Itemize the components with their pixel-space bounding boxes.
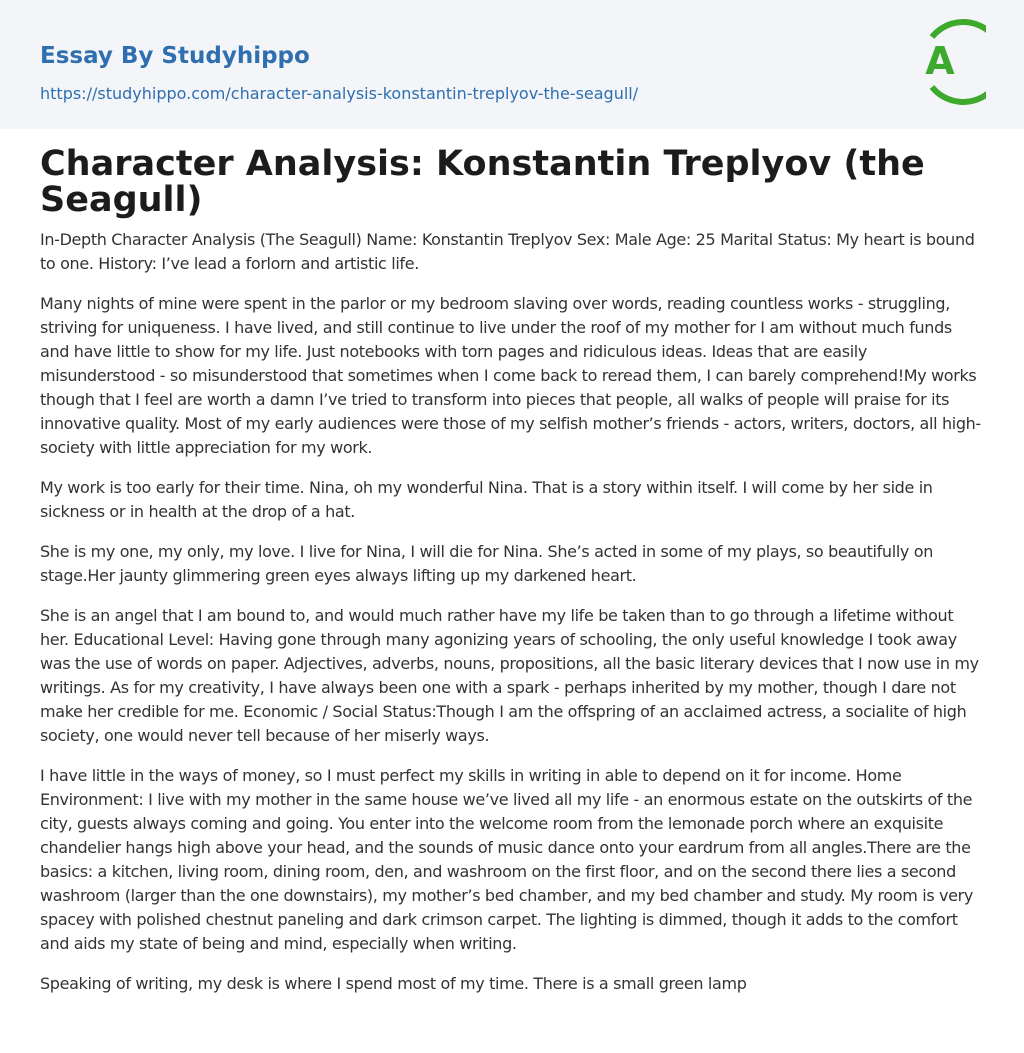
studyhippo-logo-icon[interactable] bbox=[912, 18, 986, 106]
article-paragraph: I have little in the ways of money, so I must perfect my skills in writing in able to depend on it for income. Home Environment: I live with my mother in the same house we’ve lived all my life - an enormous estate on the outskirts of the city, guests always coming and going. You enter into the welcome room from the lemonade porch where an exquisite chandelier hangs high above your head, and the sounds of music dance onto your eardrum from all angles.There are the basics: a kitchen, living room, dining room, den, and washroom on the first floor, and on the second there lies a second washroom (larger than the one downstairs), my mother’s bed chamber, and my bed chamber and study. My room is very spacey with polished chestnut paneling and dark crimson carpet. The lighting is dimmed, though it adds to the comfort and aids my state of being and mind, especially when writing. bbox=[40, 766, 974, 953]
source-url-link[interactable]: https://studyhippo.com/character-analysis-konstantin-treplyov-the-seagull/ bbox=[40, 84, 639, 103]
site-header bbox=[0, 0, 1024, 129]
site-brand[interactable]: Essay By Studyhippo bbox=[40, 43, 310, 69]
article bbox=[40, 146, 984, 1012]
article-paragraph: She is my one, my only, my love. I live for Nina, I will die for Nina. She’s acted in some of my plays, so beautifully on stage.Her jaunty glimmering green eyes always lifting up my darkened heart. bbox=[40, 542, 933, 585]
logo-letter: A bbox=[925, 39, 955, 83]
article-paragraph: She is an angel that I am bound to, and would much rather have my life be taken than to go through a lifetime without her. Educational Level: Having gone through many agonizing years of schooling, the only useful knowledge I took away was the use of words on paper. Adjectives, adverbs, nouns, propositions, all the basic literary devices that I now use in my writings. As for my creativity, I have always been one with a spark - perhaps inherited by my mother, though I dare not make her credible for me. Economic / Social Status:Though I am the offspring of an acclaimed actress, a socialite of high society, one would never tell because of her miserly ways. bbox=[40, 606, 979, 745]
article-paragraph: Many nights of mine were spent in the parlor or my bedroom slaving over words, reading countless works - struggling, striving for uniqueness. I have lived, and still continue to live under the roof of my mother for I am without much funds and have little to show for my life. Just notebooks with torn pages and ridiculous ideas. Ideas that are easily misunderstood - so misunderstood that sometimes when I come back to reread them, I can barely comprehend!My works though that I feel are worth a damn I’ve tried to transform into pieces that people, all walks of people will praise for its innovative quality. Most of my early audiences were those of my selfish mother’s friends - actors, writers, doctors, all high-society with little appreciation for my work. bbox=[40, 294, 981, 457]
article-title: Character Analysis: Konstantin Treplyov (the Seagull) bbox=[40, 144, 925, 220]
article-paragraph: In-Depth Character Analysis (The Seagull) Name: Konstantin Treplyov Sex: Male Age: 25 Marital Status: My heart is bound to one. History: I’ve lead a forlorn and artistic life. bbox=[40, 230, 975, 273]
article-paragraph: My work is too early for their time. Nina, oh my wonderful Nina. That is a story within itself. I will come by her side in sickness or in health at the drop of a hat. bbox=[40, 478, 933, 521]
article-paragraph: Speaking of writing, my desk is where I spend most of my time. There is a small green lamp bbox=[40, 974, 747, 993]
